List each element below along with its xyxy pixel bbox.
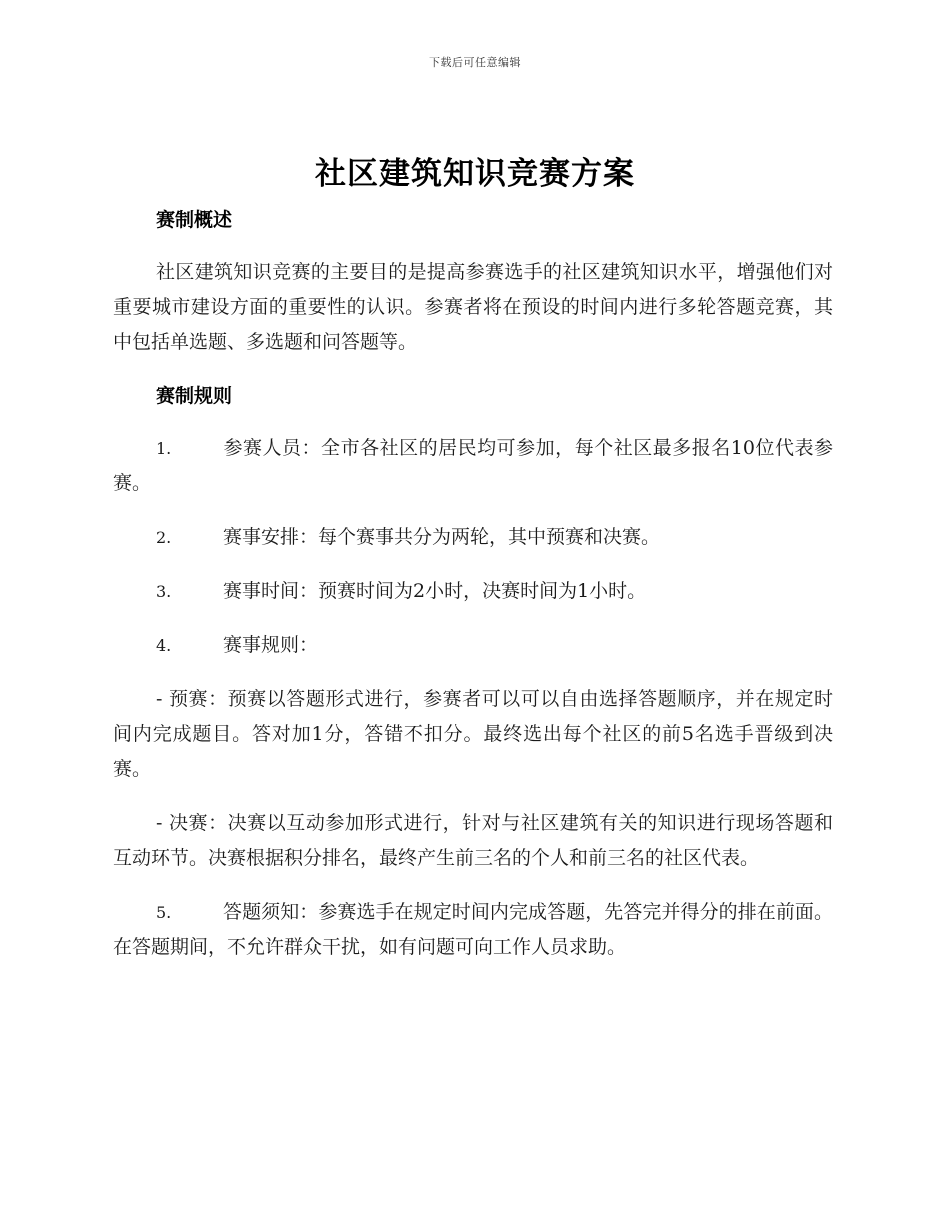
overview-paragraph: 社区建筑知识竞赛的主要目的是提高参赛选手的社区建筑知识水平，增强他们对重要城市建设方面的重要性的认识。参赛者将在预设的时间内进行多轮答题竞赛，其中包括单选题、多选题和问答题等。	[113, 261, 833, 353]
rule-number: 1.	[156, 439, 172, 458]
rule-number: 4.	[156, 636, 172, 655]
rule-number: 2.	[156, 528, 172, 547]
rule-item-5	[113, 895, 833, 965]
rule-item-1	[113, 431, 833, 501]
rule-text: 赛事规则：	[223, 634, 319, 656]
document-body	[113, 203, 833, 965]
rule-text: 答题须知：参赛选手在规定时间内完成答题，先答完并得分的排在前面。在答题期间，不允许群众干扰，如有问题可向工作人员求助。	[113, 901, 833, 958]
rule-text: 赛事安排：每个赛事共分为两轮，其中预赛和决赛。	[223, 526, 661, 548]
rule-item-2	[113, 520, 833, 555]
rule-number: 5.	[156, 903, 172, 922]
rule-item-3	[113, 574, 833, 609]
rule-item-4	[113, 628, 833, 663]
sub-rule-final: - 决赛：决赛以互动参加形式进行，针对与社区建筑有关的知识进行现场答题和互动环节。决赛根据积分排名，最终产生前三名的个人和前三名的社区代表。	[113, 812, 833, 869]
document-title: 社区建筑知识竞赛方案	[315, 156, 635, 192]
rule-text: 赛事时间：预赛时间为2小时，决赛时间为1小时。	[223, 580, 647, 602]
rule-number: 3.	[156, 582, 172, 601]
header-note: 下载后可任意编辑	[429, 56, 521, 69]
sub-rule-preliminary: - 预赛：预赛以答题形式进行，参赛者可以可以自由选择答题顺序，并在规定时间内完成题目。答对加1分，答错不扣分。最终选出每个社区的前5名选手晋级到决赛。	[113, 688, 833, 780]
section-heading-rules: 赛制规则	[156, 385, 233, 407]
rule-text: 参赛人员：全市各社区的居民均可参加，每个社区最多报名10位代表参赛。	[113, 437, 833, 494]
section-heading-overview: 赛制概述	[156, 209, 233, 231]
